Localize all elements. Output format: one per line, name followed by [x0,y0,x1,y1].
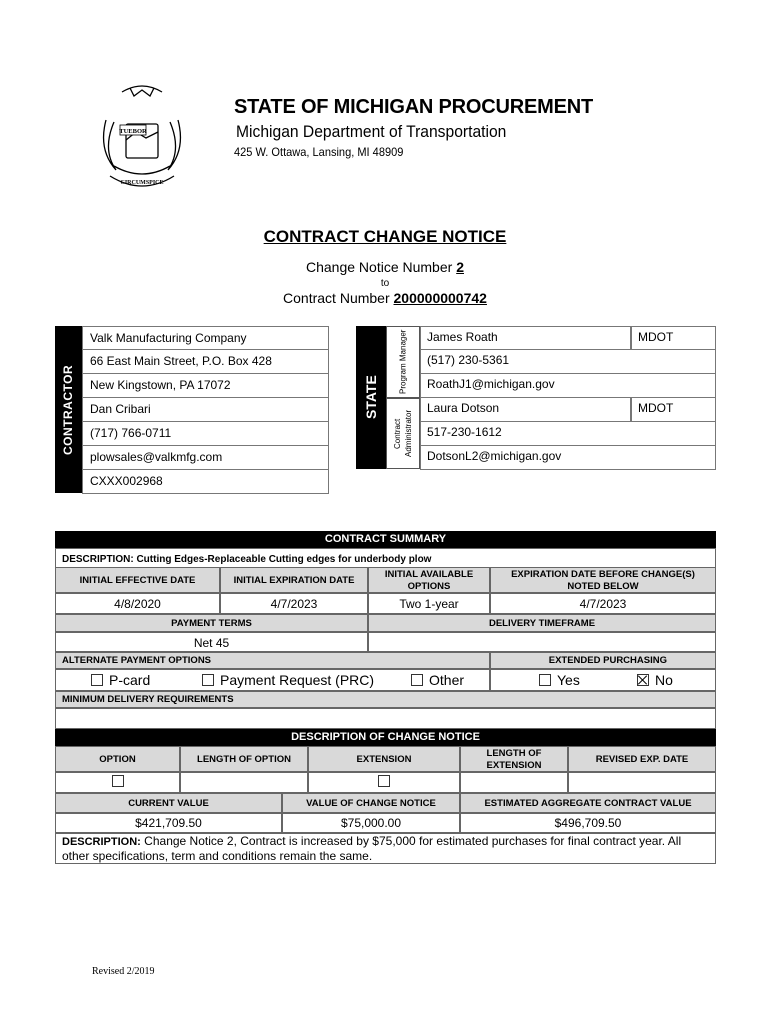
contractor-email: plowsales@valkmfg.com [82,446,329,470]
ca-email: DotsonL2@michigan.gov [420,446,716,470]
change-notice-number: 2 [456,259,464,275]
no-label: No [655,672,673,688]
contract-admin-label: Contract Administrator [386,398,420,469]
contractor-company: Valk Manufacturing Company [82,326,329,350]
program-manager-label: Program Manager [386,326,420,398]
pcard-label: P-card [109,672,151,688]
payment-terms: Net 45 [55,632,368,652]
option-checkbox[interactable] [112,775,124,787]
length-of-option-cell [180,772,308,793]
michigan-seal [92,80,192,192]
prc-checkbox[interactable] [202,674,214,686]
ca-phone: 517-230-1612 [420,422,716,446]
contractor-phone: (717) 766-0711 [82,422,329,446]
hdr-delivery-timeframe: DELIVERY TIMEFRAME [368,614,716,632]
hdr-option: OPTION [55,746,180,772]
option-prc[interactable] [202,670,374,691]
department-name: Michigan Department of Transportation [236,122,507,141]
change-description [55,833,716,864]
change-notice-bar: DESCRIPTION OF CHANGE NOTICE [55,729,716,746]
alternate-payment-options [55,669,490,691]
revised-exp-date-cell [568,772,716,793]
ca-agency: MDOT [631,398,716,422]
summary-description: DESCRIPTION: Cutting Edges-Replaceable Cutting edges for underbody plow [55,548,716,567]
hdr-minimum-delivery: MINIMUM DELIVERY REQUIREMENTS [55,691,716,708]
contractor-tab: CONTRACTOR [55,326,82,493]
pm-email: RoathJ1@michigan.gov [420,374,716,398]
hdr-expiration-before-change: EXPIRATION DATE BEFORE CHANGE(S) NOTED BELOW [490,567,716,593]
initial-expiration-date: 4/7/2023 [220,593,368,614]
minimum-delivery-value [55,708,716,729]
option-yes[interactable] [539,670,580,691]
contractor-vendor-id: CXXX002968 [82,470,329,494]
no-checkbox-checked[interactable] [637,674,649,686]
extension-cell [308,772,460,793]
page-title: STATE OF MICHIGAN PROCUREMENT [234,96,594,118]
pm-name: James Roath [420,326,631,350]
contractor-city: New Kingstown, PA 17072 [82,374,329,398]
other-checkbox[interactable] [411,674,423,686]
value-of-change: $75,000.00 [282,813,460,833]
pcard-checkbox[interactable] [91,674,103,686]
expiration-before-change: 4/7/2023 [490,593,716,614]
aggregate-value: $496,709.50 [460,813,716,833]
option-no[interactable] [637,670,673,691]
change-notice-label: Change Notice Number [306,259,457,275]
hdr-length-of-option: LENGTH OF OPTION [180,746,308,772]
option-cell [55,772,180,793]
ca-name: Laura Dotson [420,398,631,422]
length-of-extension-cell [460,772,568,793]
to-label: to [380,278,390,289]
change-description-label: DESCRIPTION: [62,836,141,848]
seal-motto-circumspice: CIRCUMSPICE [120,180,164,186]
contract-number: 200000000742 [393,290,487,306]
hdr-aggregate-value: ESTIMATED AGGREGATE CONTRACT VALUE [460,793,716,813]
pm-phone: (517) 230-5361 [420,350,716,374]
option-other[interactable] [411,670,464,691]
change-notice-number-line [0,259,770,275]
other-label: Other [429,672,465,688]
hdr-extension: EXTENSION [308,746,460,772]
hdr-value-of-change: VALUE OF CHANGE NOTICE [282,793,460,813]
delivery-timeframe [368,632,716,652]
contract-number-label: Contract Number [283,290,394,306]
department-address: 425 W. Ottawa, Lansing, MI 48909 [234,145,404,159]
contract-summary-bar: CONTRACT SUMMARY [55,531,716,548]
hdr-initial-effective-date: INITIAL EFFECTIVE DATE [55,567,220,593]
hdr-payment-terms: PAYMENT TERMS [55,614,368,632]
option-pcard[interactable] [91,670,150,691]
initial-effective-date: 4/8/2020 [55,593,220,614]
hdr-length-of-extension: LENGTH OF EXTENSION [460,746,568,772]
state-tab: STATE [356,326,386,469]
change-description-text: Change Notice 2, Contract is increased by $75,000 for estimated purchases for final contract year. All other specifications, term and conditions remain the same. [62,834,682,863]
seal-motto-tuebor: TUEBOR [119,128,147,135]
hdr-revised-exp-date: REVISED EXP. DATE [568,746,716,772]
contractor-street: 66 East Main Street, P.O. Box 428 [82,350,329,374]
contract-number-line [0,290,770,306]
contractor-contact: Dan Cribari [82,398,329,422]
hdr-current-value: CURRENT VALUE [55,793,282,813]
prc-label: Payment Request (PRC) [220,672,375,688]
hdr-alternate-payment: ALTERNATE PAYMENT OPTIONS [55,652,490,669]
hdr-extended-purchasing: EXTENDED PURCHASING [490,652,716,669]
extended-purchasing-options [490,669,716,691]
notice-heading: CONTRACT CHANGE NOTICE [263,227,507,246]
yes-checkbox[interactable] [539,674,551,686]
extension-checkbox[interactable] [378,775,390,787]
initial-available-options: Two 1-year [368,593,490,614]
hdr-initial-available-options: INITIAL AVAILABLE OPTIONS [368,567,490,593]
hdr-initial-expiration-date: INITIAL EXPIRATION DATE [220,567,368,593]
pm-agency: MDOT [631,326,716,350]
yes-label: Yes [557,672,580,688]
current-value: $421,709.50 [55,813,282,833]
revised-date: Revised 2/2019 [92,966,155,977]
